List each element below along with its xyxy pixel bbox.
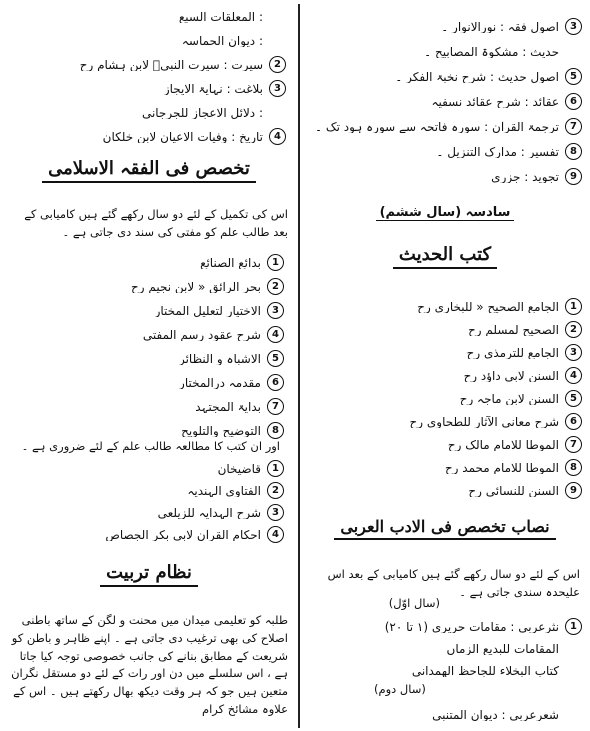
item-text: حدیث : مشکوۃ المصابیح ۔ [424, 45, 559, 58]
tarbiyat-paragraph: طلبہ کو تعلیمی میدان میں محنت و لگن کے ساتھ باطنی اصلاح کی بھی ترغیب دی جاتی ہے ۔ اپنے ظاہر و باطن کو شریعت کے مطابق بنانے کی جانب خصوصی توجہ کیا جاتا ہے ، اس سلسلے میں دن اور رات کے لئے دو مستقل نگران متعین ہیں جو کہ ہر وقت دیکھ بھال رکھتے ہیں ۔ اس کے علاوہ مشائخ کرام [11, 613, 288, 717]
item-number: 5 [565, 68, 582, 85]
list-item [14, 504, 284, 521]
item-text: تفسیر : مدارک التنزیل ۔ [436, 145, 559, 158]
item-text: الموطا للامام مالک رح [447, 438, 559, 451]
item-text: الصحیح لمسلم رح [468, 323, 559, 336]
item-text: السنن لابی داؤد رح [463, 369, 559, 382]
fiqh-heading: تخصص فی الفقہ الاسلامی [4, 158, 294, 183]
item-text: الموطا للامام محمد رح [444, 461, 559, 474]
item-number: 7 [565, 118, 582, 135]
list-item [14, 482, 284, 499]
item-number: 1 [565, 298, 582, 315]
column-divider [298, 4, 300, 728]
item-text: نثرعربی : مقامات حریری (۱ تا ۲۰) [384, 620, 559, 633]
item-number: 9 [565, 482, 582, 499]
list-item [306, 662, 582, 679]
list-item [10, 56, 286, 73]
list-item [14, 278, 284, 295]
item-number: 3 [565, 344, 582, 361]
item-number: 4 [267, 526, 284, 543]
list-item [10, 128, 286, 145]
item-text: بدائع الصنائع [200, 256, 261, 269]
list-item [306, 482, 582, 499]
left-column [4, 0, 294, 731]
list-item [14, 302, 284, 319]
right-top-list [306, 18, 582, 193]
item-number: 1 [267, 254, 284, 271]
item-number [269, 8, 286, 25]
list-item [306, 93, 582, 110]
item-text: مقدمہ درالمختار [179, 376, 261, 389]
item-text: الجامع الصحیح « للبخاری رح [417, 300, 559, 313]
list-item [10, 104, 286, 121]
list-item [306, 68, 582, 85]
item-number: 2 [269, 56, 286, 73]
list-item [14, 374, 284, 391]
item-text: الاختیار لتعلیل المختار [154, 304, 261, 317]
item-text: التوضیح والتلویح [181, 424, 261, 437]
list-item [306, 18, 582, 35]
list-item [14, 350, 284, 367]
fiqh-list [14, 254, 284, 446]
list-item [306, 706, 582, 723]
list-item [306, 459, 582, 476]
item-text: شرح عقود رسم المفتی [142, 328, 261, 341]
list-item [306, 43, 582, 60]
item-text: اصول حدیث : شرح نخبۃ الفکر ۔ [395, 70, 559, 83]
list-item [14, 326, 284, 343]
hadith-list [306, 298, 582, 505]
list-item [14, 526, 284, 543]
list-item [14, 254, 284, 271]
right-column [304, 0, 586, 731]
item-number [565, 662, 582, 679]
item-text: قاضیخان [217, 462, 261, 475]
item-text: احکام القرآن لابی بکر الجصاص [105, 528, 261, 541]
adab-heading: نصاب تخصص فی الادب العربی [304, 517, 586, 540]
item-text: السنن لابن ماجہ رح [459, 392, 559, 405]
item-number: 7 [565, 436, 582, 453]
item-number: 3 [267, 302, 284, 319]
year2-label: (سال دوم) [374, 682, 426, 696]
item-text: بلاغت : نہایۃ الایجاز [163, 82, 263, 95]
item-number: 7 [267, 398, 284, 415]
adab-list [306, 618, 582, 684]
item-number: 2 [267, 482, 284, 499]
list-item [14, 398, 284, 415]
fiqh-list-2 [14, 460, 284, 548]
item-number: 6 [267, 374, 284, 391]
item-text: بحر الرائق « لابن نجیم رح [131, 280, 261, 293]
list-item [306, 390, 582, 407]
list-item [306, 413, 582, 430]
item-number [269, 104, 286, 121]
list-item [14, 460, 284, 477]
item-number: 4 [267, 326, 284, 343]
list-item [306, 143, 582, 160]
tarbiyat-heading: نظام تربیت [4, 562, 294, 587]
list-item [306, 298, 582, 315]
item-number: 2 [565, 321, 582, 338]
item-text: بدایۃ المجتہد [195, 400, 261, 413]
list-item [306, 168, 582, 185]
item-number [565, 43, 582, 60]
list-item [306, 118, 582, 135]
list-item [306, 436, 582, 453]
item-text: کتاب البخلاء للجاحظ الھمدانی [411, 664, 559, 677]
item-number: 8 [565, 143, 582, 160]
item-number: 1 [565, 618, 582, 635]
item-text: تاریخ : وفیات الاعیان لابن خلکان [102, 130, 263, 143]
item-number: 1 [267, 460, 284, 477]
item-text: : دلائل الاعجاز للجرجانی [141, 106, 263, 119]
item-text: ترجمۃ القرآن : سورہ فاتحہ سے سورہ ہود تک ۔ [315, 120, 559, 133]
item-number [565, 640, 582, 657]
item-number: 3 [269, 80, 286, 97]
item-number: 5 [565, 390, 582, 407]
item-number: 2 [267, 278, 284, 295]
item-text: الجامع للترمذی رح [466, 346, 559, 359]
item-number: 4 [565, 367, 582, 384]
list-item [10, 32, 286, 49]
item-number [565, 706, 582, 723]
item-text: شعرعربی : دیوان المتنبی [432, 708, 559, 721]
list-item [306, 618, 582, 635]
fiqh-intro: اس کی تکمیل کے لئے دو سال رکھے گئے ہیں کامیابی کے بعد طالب علم کو مفتی کی سند دی جاتی ہے ۔ [24, 207, 288, 239]
item-number: 4 [269, 128, 286, 145]
item-text: شرح معانی الآثار للطحاوی رح [409, 415, 559, 428]
item-number: 6 [565, 93, 582, 110]
item-text: تجوید : جزری [491, 170, 559, 183]
hadith-heading: کتب الحدیث [304, 244, 586, 269]
item-number: 8 [565, 459, 582, 476]
item-number: 6 [565, 413, 582, 430]
list-item [10, 8, 286, 25]
item-number: 3 [267, 504, 284, 521]
adab-intro: اس کے لئے دو سال رکھے گئے ہیں کامیابی کے بعد اس علیحدہ سندی جاتی ہے ۔ [327, 567, 580, 599]
item-text: السنن للنسائی رح [468, 484, 559, 497]
left-top-list [10, 8, 286, 152]
list-item [306, 344, 582, 361]
item-text: الاشباہ و النظائر [178, 352, 261, 365]
list-item [306, 367, 582, 384]
item-number: 8 [267, 422, 284, 439]
item-text: اصول فقہ : نورالانوار ۔ [441, 20, 559, 33]
adab-list-2 [306, 706, 582, 723]
item-text: عقائد : شرح عقائد نسفیہ [431, 95, 559, 108]
list-item [306, 640, 582, 657]
item-text: سیرت : سیرت النبیؐ لابن ہشام رح [79, 58, 263, 71]
item-number: 9 [565, 168, 582, 185]
list-item [306, 321, 582, 338]
item-text: المقامات للبدیع الزماں [446, 642, 559, 655]
item-number [269, 32, 286, 49]
item-text: : المعلقات السبع [178, 10, 263, 23]
list-item [10, 80, 286, 97]
list-item [14, 422, 284, 439]
year1-label: (سال اوّل) [388, 596, 440, 610]
item-number: 3 [565, 18, 582, 35]
fiqh-note: اور ان کتب کا مطالعہ طالب علم کے لئے ضروری ہے ۔ [21, 439, 280, 453]
item-number: 5 [267, 350, 284, 367]
item-text: شرح الہدایہ للزیلعی [157, 506, 261, 519]
year-heading: سادسہ (سال ششم) [304, 205, 586, 220]
item-text: الفتاوی الہندیہ [187, 484, 261, 497]
item-text: : دیوان الحماسہ [181, 34, 263, 47]
